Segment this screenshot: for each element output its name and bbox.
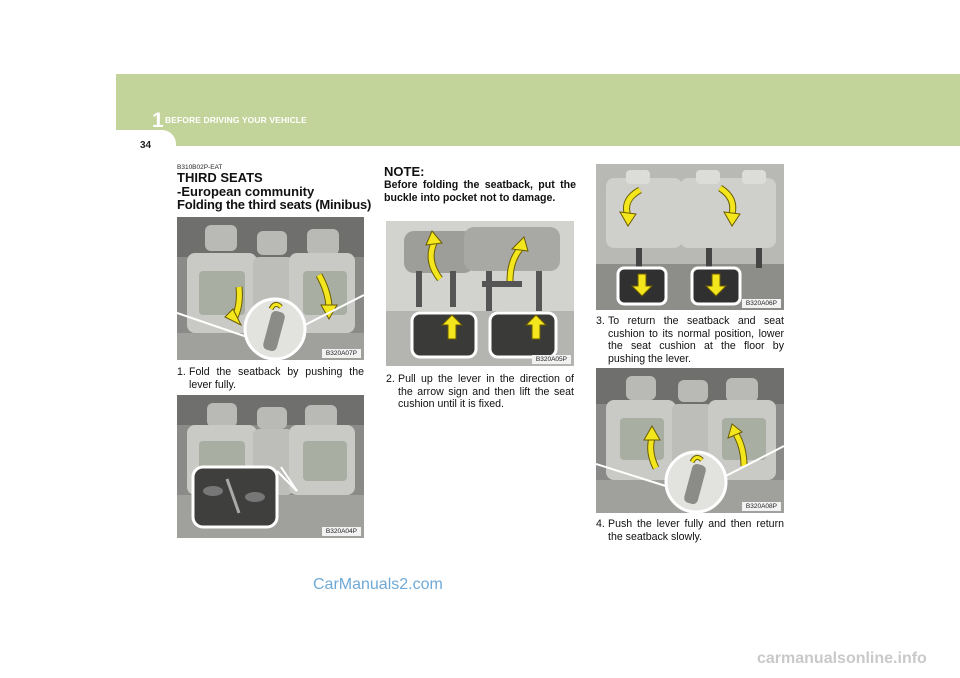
section-title (177, 170, 372, 212)
step-text: To return the seatback and seat cushion to its normal position, lower the seat cushion at the floor by pushing the lever. (608, 315, 784, 365)
step-number: 4. (596, 518, 605, 530)
figure-code: B320A08P (742, 502, 781, 511)
note-text: Before folding the seatback, put the buckle into pocket not to damage. (384, 179, 576, 204)
figure-return-seat-cushion (596, 164, 784, 310)
step-number: 1. (177, 366, 186, 378)
step-number: 2. (386, 373, 395, 385)
chapter-number: 1 (152, 109, 164, 132)
figure-code: B320A04P (322, 527, 361, 536)
step-text: Pull up the lever in the direction of the arrow sign and then lift the seat cushion until it is fixed. (398, 373, 574, 411)
step-1 (177, 366, 364, 391)
step-4 (596, 518, 784, 543)
step-text: Fold the seatback by pushing the lever fully. (189, 366, 364, 391)
step-number: 3. (596, 315, 605, 327)
figure-seat-lever-closeup (177, 395, 364, 538)
figure-fold-seatback (177, 217, 364, 360)
step-3 (596, 315, 784, 365)
title-line-1: THIRD SEATS (177, 170, 263, 185)
title-line-2: -European community (177, 183, 315, 199)
figure-code: B320A07P (322, 349, 361, 358)
section-code: B310B02P-EAT (177, 164, 223, 171)
figure-code: B320A06P (742, 299, 781, 308)
page-number: 34 (140, 140, 152, 151)
step-2 (386, 373, 574, 411)
figure-code: B320A05P (532, 355, 571, 364)
chapter-title: BEFORE DRIVING YOUR VEHICLE (165, 115, 307, 125)
step-text: Push the lever fully and then return the seatback slowly. (608, 518, 784, 543)
figure-return-seatback (596, 368, 784, 513)
header-band (116, 74, 960, 146)
title-line-3: Folding the third seats (Minibus) (177, 197, 372, 212)
note-block (384, 165, 576, 205)
watermark-carmanuals2[interactable]: CarManuals2.com (313, 576, 443, 593)
note-label: NOTE: (384, 164, 425, 179)
figure-lift-seat-cushion (386, 221, 574, 366)
watermark-carmanualsonline[interactable]: carmanualsonline.info (757, 650, 927, 667)
